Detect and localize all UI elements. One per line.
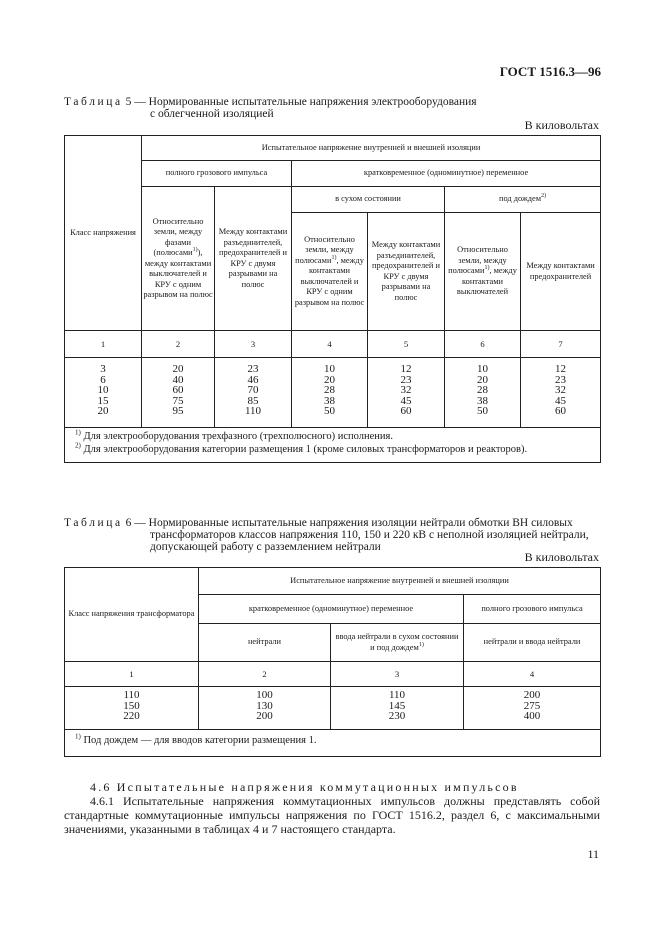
t5-note1 bbox=[75, 428, 590, 444]
t5-col6-header bbox=[445, 213, 521, 331]
t5-data-col7 bbox=[521, 358, 601, 428]
t6-note1-text: Под дождем — для вводов категории размещения 1. bbox=[80, 735, 317, 746]
table5-caption-line2: с облегченной изоляцией bbox=[150, 108, 274, 120]
t5-colnum: 1 bbox=[65, 331, 142, 358]
t6-data-col1 bbox=[65, 687, 199, 730]
table-cell-value: 95 bbox=[172, 405, 184, 417]
table-cell-value: 60 bbox=[172, 384, 184, 396]
table-cell-value: 20 bbox=[172, 363, 184, 375]
table-cell-value: 275 bbox=[523, 699, 541, 712]
t5-col2-sup: 1) bbox=[192, 247, 198, 254]
t6-header-input bbox=[331, 624, 464, 662]
t5-note1-mark: 1) bbox=[75, 428, 81, 437]
t5-header-rain bbox=[445, 187, 601, 213]
t6-header-input-sup: 1) bbox=[418, 641, 424, 648]
table5-caption-text: 5 — Нормированные испытательные напряжения электрооборудования bbox=[122, 96, 477, 108]
document-id: ГОСТ 1516.3—96 bbox=[499, 64, 601, 79]
t5-col4-tail: , между контактами выключателей и КРУ с одним разрывом на полюс bbox=[294, 255, 365, 307]
t5-data-col3 bbox=[215, 358, 292, 428]
table-cell-value: 15 bbox=[97, 394, 109, 407]
t5-colnum: 6 bbox=[445, 331, 521, 358]
table-cell-value: 130 bbox=[256, 699, 273, 712]
table-cell-value: 100 bbox=[256, 689, 273, 701]
t5-col4-sup: 1) bbox=[331, 254, 337, 261]
t6-colnum: 3 bbox=[331, 662, 464, 687]
t6-data-col4 bbox=[464, 687, 601, 730]
t6-note1 bbox=[75, 732, 590, 748]
table-cell-value: 23 bbox=[555, 373, 567, 386]
table6 bbox=[64, 567, 601, 757]
table-cell-value: 20 bbox=[324, 373, 335, 386]
t5-data-col2 bbox=[142, 358, 215, 428]
table-cell-value: 28 bbox=[477, 384, 488, 396]
section-heading: 4.6 Испытательные напряжения коммутационных импульсов bbox=[90, 780, 519, 794]
table-cell-value: 85 bbox=[247, 394, 259, 407]
table-cell-value: 200 bbox=[256, 710, 273, 722]
t6-header-short: кратковременное (одноминутное) переменное bbox=[199, 595, 464, 624]
table-cell-value: 110 bbox=[388, 689, 406, 701]
table5 bbox=[64, 135, 601, 463]
table-cell-value: 75 bbox=[172, 394, 184, 407]
t5-col6-text: Относительно земли, между полюсами bbox=[448, 245, 508, 276]
t6-header-input-text: ввода нейтрали в сухом состоянии и под дождем bbox=[335, 632, 459, 652]
t5-col4-text: Относительно земли, между полюсами bbox=[295, 234, 355, 265]
table-cell-value: 20 bbox=[477, 373, 488, 386]
t6-colnum: 1 bbox=[65, 662, 199, 687]
table-cell-value: 110 bbox=[123, 689, 140, 701]
t5-notes bbox=[65, 428, 601, 463]
table-cell-value: 70 bbox=[247, 384, 259, 396]
t5-header-class: Класс напряжения bbox=[65, 136, 142, 331]
t6-note1-mark: 1) bbox=[75, 732, 81, 741]
table-cell-value: 10 bbox=[477, 363, 488, 375]
t5-col2-text: Относительно земли, между фазами (полюсами bbox=[152, 216, 204, 257]
t5-header-main: Испытательное напряжение внутренней и внешней изоляции bbox=[142, 136, 601, 161]
t5-header-rain-sup: 2) bbox=[541, 193, 547, 200]
t5-col2-header bbox=[142, 187, 215, 331]
t5-colnum: 3 bbox=[215, 331, 292, 358]
table-cell-value: 50 bbox=[324, 405, 335, 417]
table-cell-value: 38 bbox=[477, 394, 488, 407]
table-cell-value: 200 bbox=[523, 689, 541, 701]
t5-header-short: кратковременное (одноминутное) переменное bbox=[292, 161, 601, 187]
table-cell-value: 45 bbox=[555, 394, 567, 407]
t6-header-lightning: полного грозового импульса bbox=[464, 595, 601, 624]
t5-note2-text: Для электрооборудования категории размещения 1 (кроме силовых трансформаторов и реакторов). bbox=[80, 443, 528, 455]
t5-header-lightning: полного грозового импульса bbox=[142, 161, 292, 187]
table-cell-value: 3 bbox=[100, 363, 106, 375]
t5-colnum: 7 bbox=[521, 331, 601, 358]
table-cell-value: 145 bbox=[388, 699, 406, 712]
t5-data-col4 bbox=[292, 358, 368, 428]
t6-header-main: Испытательное напряжение внутренней и внешней изоляции bbox=[199, 568, 601, 595]
t6-colnum: 2 bbox=[199, 662, 331, 687]
table6-caption bbox=[64, 517, 573, 529]
t5-col6-tail: , между контактами выключателей bbox=[456, 266, 517, 297]
table-cell-value: 12 bbox=[555, 363, 567, 375]
table-cell-value: 50 bbox=[477, 405, 488, 417]
t5-note2 bbox=[75, 441, 590, 457]
table-cell-value: 23 bbox=[247, 363, 259, 375]
t5-data-col5 bbox=[368, 358, 445, 428]
table6-unit: В киловольтах bbox=[524, 550, 599, 564]
t5-col3-header: Между контактами разъединителей, предохранителей и КРУ с двумя разрывами на полюс bbox=[215, 187, 292, 331]
table-cell-value: 32 bbox=[555, 384, 567, 396]
t5-note1-text: Для электрооборудования трехфазного (трехполюсного) исполнения. bbox=[80, 431, 393, 442]
t5-col4-header bbox=[292, 213, 368, 331]
table-cell-value: 60 bbox=[400, 405, 412, 417]
t5-header-dry: в сухом состоянии bbox=[292, 187, 445, 213]
table-cell-value: 40 bbox=[172, 373, 184, 386]
table-cell-value: 220 bbox=[123, 710, 140, 722]
t5-col7-header: Между контактами предохранителей bbox=[521, 213, 601, 331]
t5-colnum: 2 bbox=[142, 331, 215, 358]
t6-data-col2 bbox=[199, 687, 331, 730]
page-number: 11 bbox=[587, 847, 599, 861]
table-cell-value: 46 bbox=[247, 373, 259, 386]
table-cell-value: 10 bbox=[324, 363, 335, 375]
table-cell-value: 23 bbox=[400, 373, 412, 386]
section-paragraph: 4.6.1 Испытательные напряжения коммутационных импульсов должны представлять собой стандартные коммутационные импульсы напряжения по ГОСТ 1516.2, раздел 6, с максимальными значениями, указанными в таблицах 4 и 7 настоящего стандарта. bbox=[64, 794, 600, 836]
t6-header-neutral: нейтрали bbox=[199, 624, 331, 662]
table5-caption bbox=[64, 96, 477, 108]
table6-label: Таблица bbox=[64, 517, 123, 529]
t5-data-col6 bbox=[445, 358, 521, 428]
table5-label: Таблица bbox=[64, 96, 123, 108]
table-cell-value: 400 bbox=[523, 710, 541, 722]
table-cell-value: 6 bbox=[100, 373, 106, 386]
t5-data-col1 bbox=[65, 358, 142, 428]
table-cell-value: 20 bbox=[97, 405, 109, 417]
t6-header-both: нейтрали и ввода нейтрали bbox=[464, 624, 601, 662]
t5-colnum: 4 bbox=[292, 331, 368, 358]
table-cell-value: 110 bbox=[244, 405, 262, 417]
table5-unit: В киловольтах bbox=[524, 118, 599, 132]
table-cell-value: 28 bbox=[324, 384, 335, 396]
table-cell-value: 12 bbox=[400, 363, 412, 375]
table6-caption-line3: допускающей работу с разземлением нейтрали bbox=[150, 541, 381, 553]
t6-notes bbox=[65, 730, 601, 757]
table-cell-value: 150 bbox=[123, 699, 140, 712]
t6-header-class: Класс напряжения трансформатора bbox=[65, 568, 199, 662]
table-cell-value: 60 bbox=[555, 405, 567, 417]
table-cell-value: 45 bbox=[400, 394, 412, 407]
table-cell-value: 38 bbox=[324, 394, 335, 407]
table-cell-value: 230 bbox=[388, 710, 406, 722]
table-cell-value: 32 bbox=[400, 384, 412, 396]
t5-note2-mark: 2) bbox=[75, 441, 81, 449]
table6-caption-text: 6 — Нормированные испытательные напряжения изоляции нейтрали обмотки ВН силовых bbox=[122, 517, 573, 529]
t6-colnum: 4 bbox=[464, 662, 601, 687]
t5-col5-header: Между контактами разъединителей, предохранителей и КРУ с двумя разрывами на полюс bbox=[368, 213, 445, 331]
t5-header-rain-text: под дождем bbox=[498, 194, 542, 204]
t5-col6-sup: 1) bbox=[484, 265, 490, 272]
table6-caption-line2: трансформаторов классов напряжения 110, 150 и 220 кВ с неполной изоляцией нейтрали, bbox=[150, 529, 589, 541]
t5-col2-tail: ), между контактами выключателей и КРУ с одним разрывом на полюс bbox=[143, 248, 213, 299]
t6-data-col3 bbox=[331, 687, 464, 730]
t5-colnum: 5 bbox=[368, 331, 445, 358]
table-cell-value: 10 bbox=[97, 384, 109, 396]
